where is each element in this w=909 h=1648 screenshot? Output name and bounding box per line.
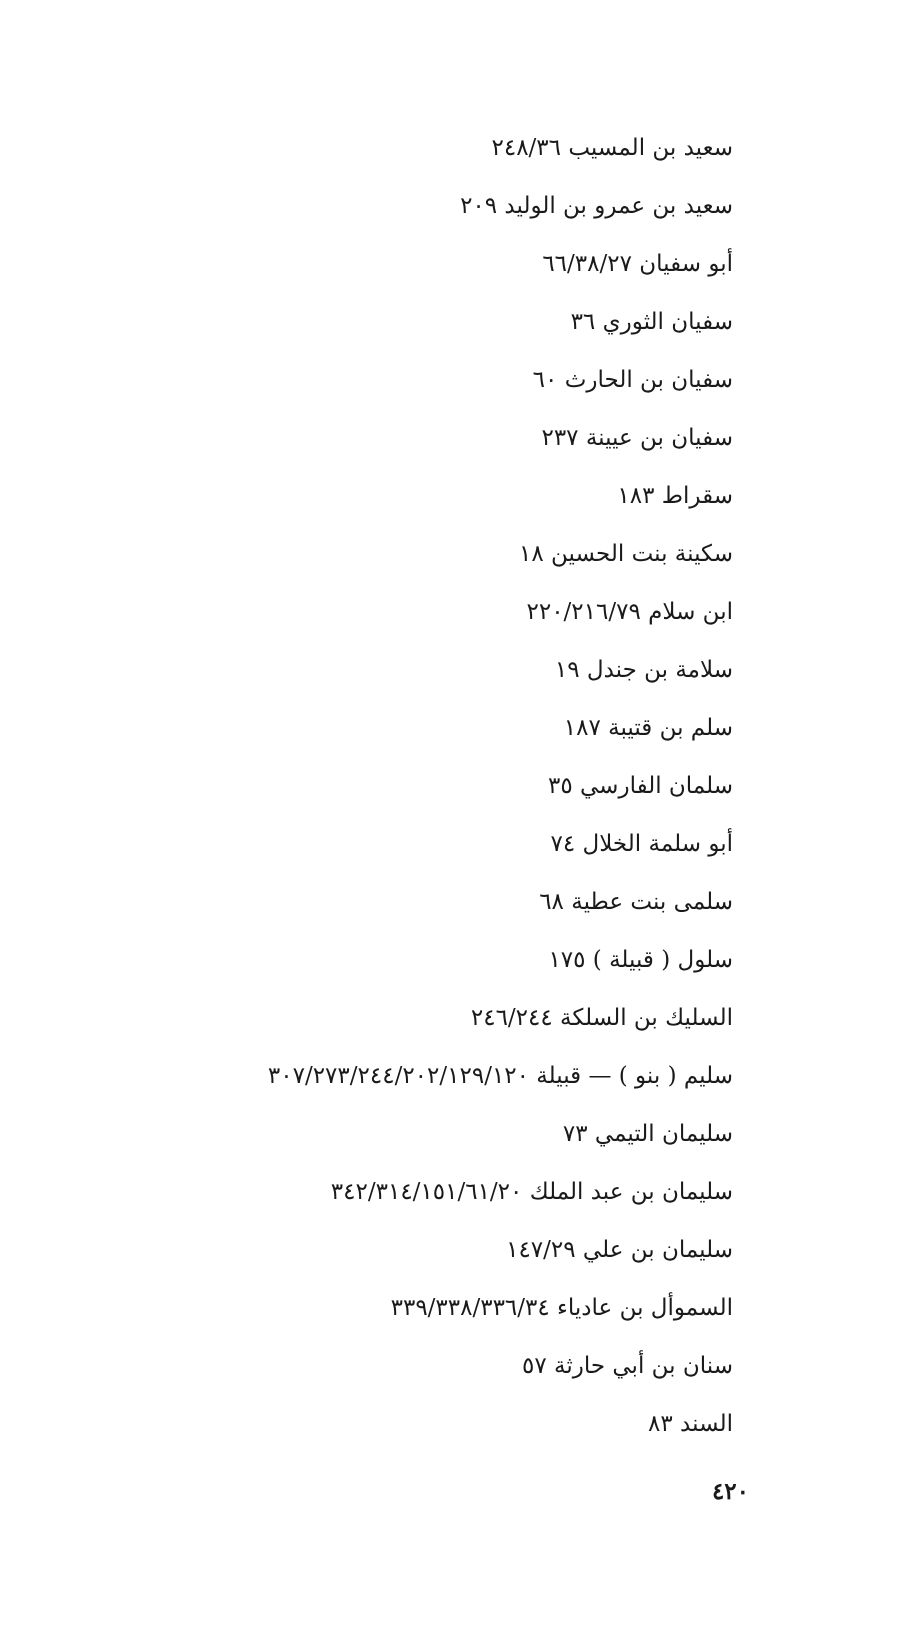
index-entry: أبو سلمة الخلال ٧٤ bbox=[550, 831, 733, 857]
index-entry: ابن سلام ٢٢٠/٢١٦/٧٩ bbox=[526, 599, 733, 625]
index-entry: سلم بن قتيبة ١٨٧ bbox=[563, 715, 733, 741]
index-entry: سلامة بن جندل ١٩ bbox=[554, 657, 733, 683]
index-entry: سفيان بن عيينة ٢٣٧ bbox=[541, 425, 733, 451]
index-entry: سكينة بنت الحسين ١٨ bbox=[519, 541, 733, 567]
index-entry: سلمان الفارسي ٣٥ bbox=[547, 773, 733, 799]
index-entry: سنان بن أبي حارثة ٥٧ bbox=[521, 1353, 733, 1379]
index-entry: أبو سفيان ٦٦/٣٨/٢٧ bbox=[542, 251, 733, 277]
index-entry: سليمان بن عبد الملك ٣٤٢/٣١٤/١٥١/٦١/٢٠ bbox=[330, 1179, 733, 1205]
index-entry: سلمى بنت عطية ٦٨ bbox=[539, 889, 733, 915]
index-entry: السند ٨٣ bbox=[648, 1411, 733, 1437]
index-entry: سفيان الثوري ٣٦ bbox=[570, 309, 733, 335]
index-entry: سليم ( بنو ) — قبيلة ٣٠٧/٢٧٣/٢٤٤/٢٠٢/١٢٩/١٢٠ bbox=[267, 1063, 733, 1089]
name-index-list bbox=[33, 119, 733, 1453]
index-entry: سعيد بن عمرو بن الوليد ٢٠٩ bbox=[460, 193, 733, 219]
index-entry: سليمان بن علي ١٤٧/٢٩ bbox=[506, 1237, 733, 1263]
index-entry: سليمان التيمي ٧٣ bbox=[562, 1121, 733, 1147]
index-entry: سقراط ١٨٣ bbox=[617, 483, 733, 509]
index-entry: سفيان بن الحارث ٦٠ bbox=[532, 367, 733, 393]
index-entry: سلول ( قبيلة ) ١٧٥ bbox=[548, 947, 733, 973]
index-entry: السموأل بن عادياء ٣٣٩/٣٣٨/٣٣٦/٣٤ bbox=[390, 1295, 733, 1321]
index-entry: السليك بن السلكة ٢٤٦/٢٤٤ bbox=[470, 1005, 733, 1031]
index-entry: سعيد بن المسيب ٢٤٨/٣٦ bbox=[491, 135, 733, 161]
page-number: ٤٢٠ bbox=[711, 1478, 749, 1505]
